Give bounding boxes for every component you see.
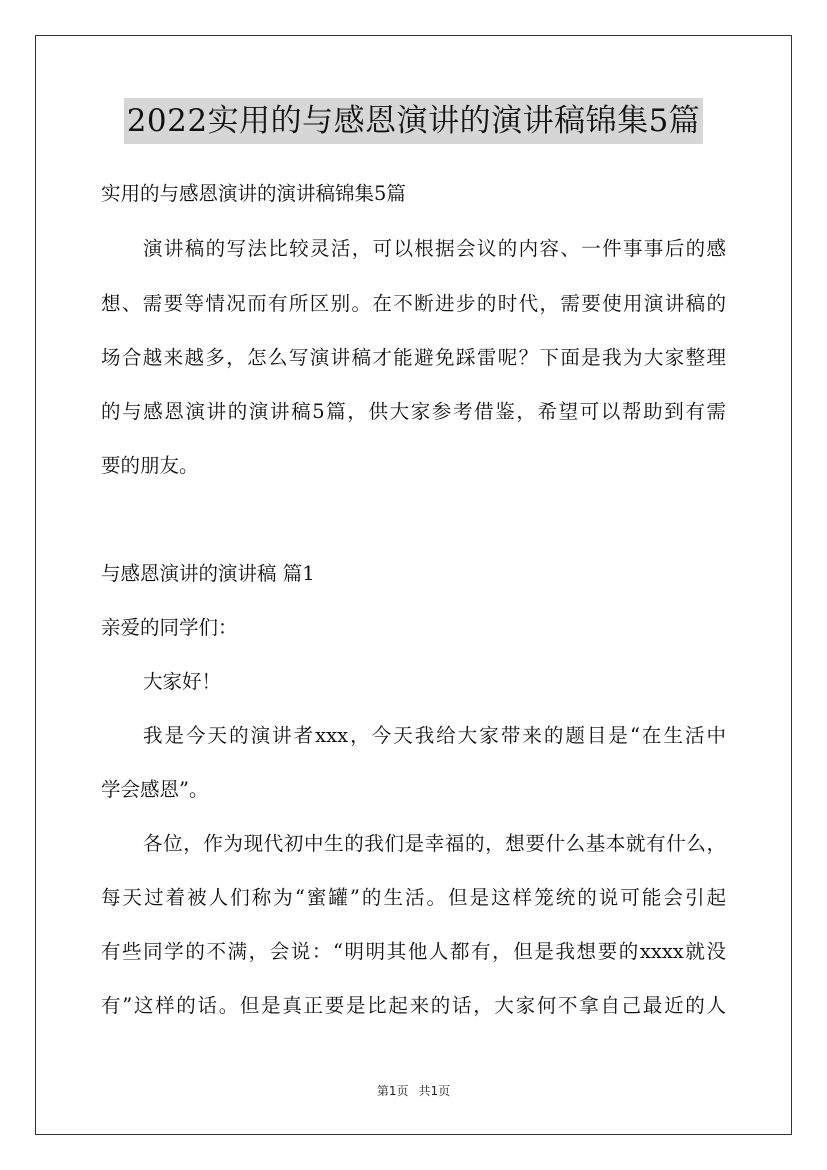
- section-heading: 与感恩演讲的演讲稿 篇1: [101, 562, 315, 585]
- intro-paragraph-line-5: 要的朋友。: [101, 454, 199, 477]
- paragraph-2-line-3: 有些同学的不满，会说：“明明其他人都有，但是我想要的xxxx就没: [101, 940, 726, 963]
- page-number: 第1页: [376, 1084, 409, 1098]
- page-footer: [0, 1083, 827, 1099]
- paragraph-2-line-2: 每天过着被人们称为“蜜罐”的生活。但是这样笼统的说可能会引起: [101, 886, 726, 909]
- title-container: [0, 98, 827, 144]
- document-title: 2022实用的与感恩演讲的演讲稿锦集5篇: [124, 98, 704, 144]
- paragraph-1-line-2: 学会感恩”。: [101, 778, 209, 801]
- greeting: 大家好！: [143, 670, 222, 693]
- intro-paragraph-line-3: 场合越来越多，怎么写演讲稿才能避免踩雷呢？下面是我为大家整理: [101, 346, 726, 369]
- intro-paragraph-line-2: 想、需要等情况而有所区别。在不断进步的时代，需要使用演讲稿的: [101, 292, 726, 315]
- paragraph-2-line-1: 各位，作为现代初中生的我们是幸福的，想要什么基本就有什么，: [143, 832, 726, 855]
- salutation: 亲爱的同学们：: [101, 616, 238, 639]
- intro-paragraph-line-1: 演讲稿的写法比较灵活，可以根据会议的内容、一件事事后的感: [143, 237, 726, 260]
- paragraph-2-line-4: 有”这样的话。但是真正要是比起来的话，大家何不拿自己最近的人: [101, 994, 726, 1017]
- intro-paragraph-line-4: 的与感恩演讲的演讲稿5篇，供大家参考借鉴，希望可以帮助到有需: [101, 400, 726, 423]
- page-total: 共1页: [418, 1084, 451, 1098]
- subtitle-line: 实用的与感恩演讲的演讲稿锦集5篇: [101, 182, 406, 205]
- paragraph-1-line-1: 我是今天的演讲者xxx，今天我给大家带来的题目是“在生活中: [143, 724, 726, 747]
